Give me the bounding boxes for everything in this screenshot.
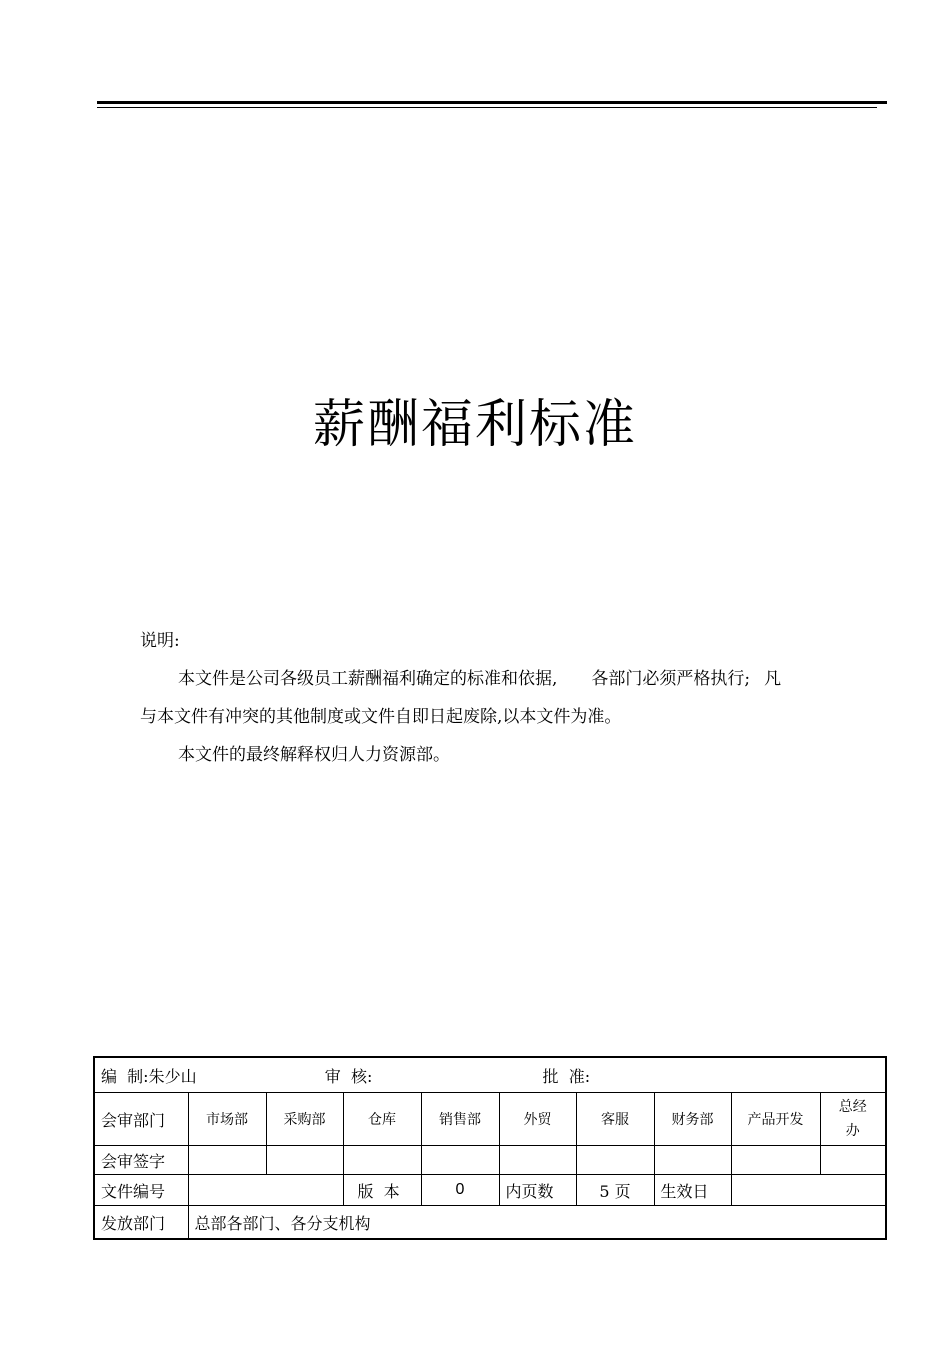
version-label: 版 本 (343, 1175, 421, 1206)
sign-cell (499, 1146, 576, 1175)
document-control-table (93, 1056, 887, 1240)
note-paragraph-2: 本文件的最终解释权归人力资源部。 (178, 745, 450, 765)
effective-label: 生效日 (654, 1175, 731, 1206)
sign-cell (576, 1146, 654, 1175)
dept-cell: 采购部 (266, 1093, 343, 1146)
doc-no-value (188, 1175, 343, 1206)
header-rule-thin (97, 107, 877, 108)
distribution-row (94, 1206, 886, 1240)
version-value: 0 (421, 1175, 499, 1206)
dept-cell-general-office: 总经办 (820, 1093, 886, 1146)
sign-cell (820, 1146, 886, 1175)
joint-review-sign-label: 会审签字 (94, 1146, 188, 1175)
dept-cell: 销售部 (421, 1093, 499, 1146)
note-paragraph-1-part-a: 本文件是公司各级员工薪酬福利确定的标准和依据, (178, 669, 558, 689)
note-paragraph-1-part-c: 凡 (764, 669, 782, 689)
dept-cell: 财务部 (654, 1093, 731, 1146)
sign-cell (188, 1146, 266, 1175)
doc-info-row (94, 1175, 886, 1206)
distribution-value: 总部各部门、各分支机构 (188, 1206, 886, 1240)
approve-label: 批 准: (542, 1066, 591, 1086)
dept-cell: 产品开发 (731, 1093, 820, 1146)
note-heading: 说明: (140, 631, 180, 651)
joint-review-dept-label: 会审部门 (94, 1093, 188, 1146)
note-paragraph-1 (140, 660, 840, 698)
note-paragraph-1-part-b: 各部门必须严格执行; (591, 669, 751, 689)
header-rule-thick (97, 101, 887, 104)
sign-cell (343, 1146, 421, 1175)
note-paragraph-1-continued: 与本文件有冲突的其他制度或文件自即日起废除,以本文件为准。 (140, 707, 622, 727)
note-section (140, 622, 840, 774)
dept-cell: 客服 (576, 1093, 654, 1146)
sign-cell (266, 1146, 343, 1175)
signoff-row (94, 1057, 886, 1093)
editor-label: 编 制: (101, 1066, 149, 1086)
pages-label: 内页数 (499, 1175, 576, 1206)
effective-value (731, 1175, 886, 1206)
joint-review-dept-row (94, 1093, 886, 1146)
sign-cell (654, 1146, 731, 1175)
pages-value: 5 页 (576, 1175, 654, 1206)
dept-cell: 外贸 (499, 1093, 576, 1146)
joint-review-sign-row (94, 1146, 886, 1175)
dept-cell: 市场部 (188, 1093, 266, 1146)
sign-cell (731, 1146, 820, 1175)
sign-cell (421, 1146, 499, 1175)
doc-no-label: 文件编号 (94, 1175, 188, 1206)
editor-name: 朱少山 (148, 1066, 197, 1086)
document-title: 薪酬福利标准 (312, 395, 637, 455)
review-label: 审 核: (324, 1066, 373, 1086)
dept-cell: 仓库 (343, 1093, 421, 1146)
distribution-label: 发放部门 (94, 1206, 188, 1240)
